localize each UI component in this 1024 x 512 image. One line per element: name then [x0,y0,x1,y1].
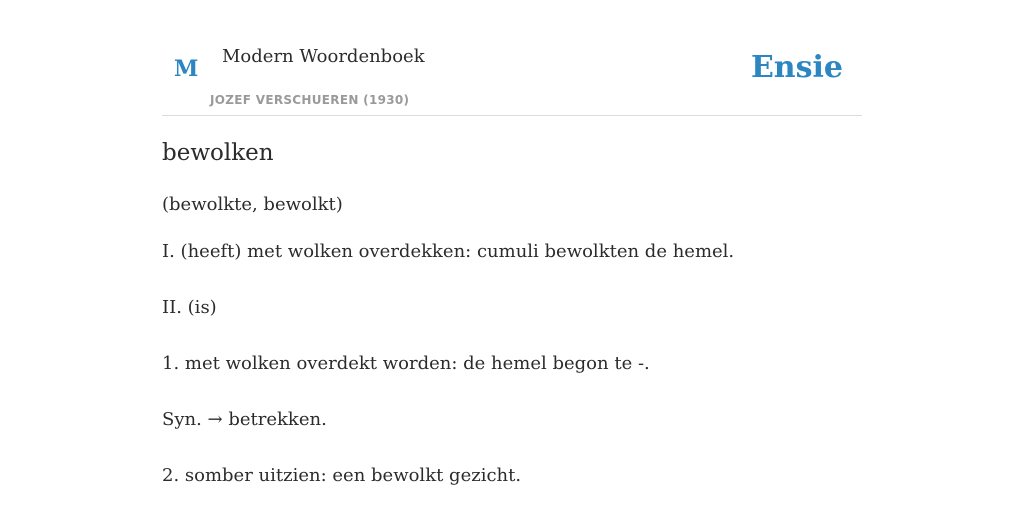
entry-sense-1: I. (heeft) met wolken overdekken: cumuli bewolkten de hemel. [162,241,735,262]
source-title[interactable]: Modern Woordenboek [222,46,425,67]
entry-forms: (bewolkte, bewolkt) [162,194,343,215]
entry-headword: bewolken [162,140,274,166]
entry-sense-2-2: 2. somber uitzien: een bewolkt gezicht. [162,465,522,486]
page [162,0,862,486]
source-header [162,0,862,116]
ensie-logo-link[interactable]: Ensie [750,50,843,85]
entry-synonym[interactable]: Syn. → betrekken. [162,409,327,430]
source-logo-icon: M [174,56,199,82]
source-author: JOZEF VERSCHUEREN (1930) [210,93,410,107]
entry-sense-2: II. (is) [162,297,217,318]
entry-sense-2-1: 1. met wolken overdekt worden: de hemel begon te -. [162,353,650,374]
